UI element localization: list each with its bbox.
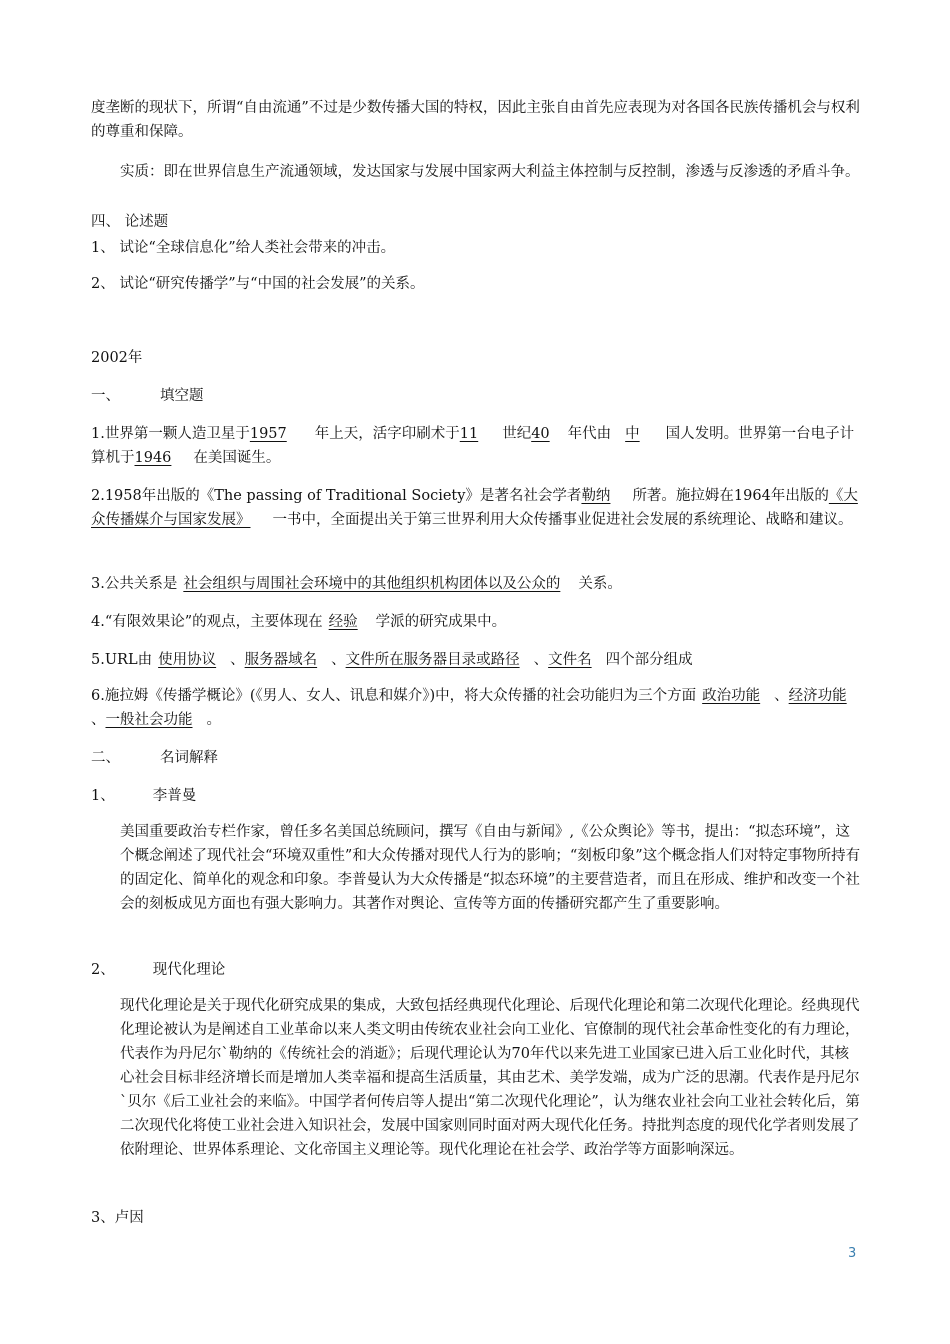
fill-blank-public-relations: 社会组织与周围社会环境中的其他组织机构团体以及公众的 — [183, 576, 561, 592]
fill-item-2-text-e: 一书中，全面提出关于第三世界利用大众传播事业促进社会发展的系统理论、战略和建议。 — [272, 512, 853, 528]
fill-item-1-text-i: 国人发明。世界第一台电子计算机于 — [91, 426, 855, 466]
fill-item-5-text-i: 四个部分组成 — [605, 652, 693, 668]
fill-blank-author: 勒纳 — [581, 488, 611, 504]
term-1-title: 李普曼 — [152, 788, 197, 804]
fill-item-2 — [91, 484, 863, 532]
fill-item-1-text-a: 1.世界第一颗人造卫星于 — [91, 426, 250, 442]
fill-item-5: 5.URL由 使用协议 、服务器域名 、文件所在服务器目录或路径 、文件名 四个部分组成 — [91, 652, 693, 668]
fill-blank-political: 政治功能 — [702, 688, 761, 704]
fill-item-1 — [91, 422, 863, 470]
fill-blank-protocol: 使用协议 — [158, 652, 217, 668]
term-1-number: 1、 — [91, 788, 115, 804]
fill-heading — [91, 384, 863, 408]
fill-heading-text: 填空题 — [160, 388, 204, 404]
fill-blank-century: 11 — [459, 426, 479, 442]
fill-blank-satellite-year: 1957 — [249, 426, 287, 442]
fill-item-3 — [91, 572, 863, 596]
fill-item-1-text-c: 年上天，活字印刷术于 — [314, 426, 460, 442]
fill-item-4-text-a: 4.“有限效果论”的观点，主要体现在 — [91, 614, 323, 630]
fill-blank-computer-year: 1946 — [134, 450, 172, 466]
term-2-number: 2、 — [91, 962, 115, 978]
fill-blank-country: 中 — [625, 426, 640, 442]
fill-blank-book-title: 《大众传播媒介与国家发展》 — [91, 488, 858, 528]
fill-item-4-text-c: 学派的研究成果中。 — [375, 614, 507, 630]
fill-heading-number: 一、 — [91, 388, 120, 404]
fill-item-6-text-a: 6.施拉姆《传播学概论》(《男人、女人、讯息和媒介》)中，将大众传播的社会功能归为三个方面 — [91, 688, 697, 704]
term-1-body: 美国重要政治专栏作家，曾任多名美国总统顾问，撰写《自由与新闻》,《公众舆论》等书，提出：“拟态环境”，这个概念阐述了现代社会“环境双重性”和大众传播对现代人行为的影响；“刻板印象”这个概念指人们对特定事物所持有的固定化、简单化的观念和印象。李普曼认为大众传播是“拟态环境”的主要营造者，而且在形成、维护和改变一个社会的刻板成见方面也有强大影响力。其著作对舆论、宣传等方面的传播研究都产生了重要影响。 — [120, 824, 861, 912]
page-number: 3 — [848, 1246, 857, 1261]
terms-heading-text: 名词解释 — [160, 750, 218, 766]
fill-item-3-text-c: 关系。 — [578, 576, 622, 592]
essay-question-1: 1、 试论“全球信息化”给人类社会带来的冲击。 — [91, 240, 396, 256]
fill-item-1-text-k: 在美国诞生。 — [193, 450, 281, 466]
fill-blank-economic: 经济功能 — [788, 688, 847, 704]
fill-item-2-text-a: 2.1958年出版的《The passing of Traditional Society》是著名社会学者 — [91, 488, 582, 504]
term-2-heading — [91, 958, 863, 982]
fill-item-1-text-e: 世纪 — [502, 426, 532, 442]
intro-paragraph: 度垄断的现状下，所谓“自由流通”不过是少数传播大国的特权，因此主张自由首先应表现为对各国各民族传播机会与权利的尊重和保障。 — [91, 100, 860, 140]
fill-item-3-text-a: 3.公共关系是 — [91, 576, 178, 592]
fill-blank-domain: 服务器域名 — [244, 652, 318, 668]
year-heading: 2002年 — [91, 350, 143, 366]
essay-question-2: 2、 试论“研究传播学”与“中国的社会发展”的关系。 — [91, 276, 425, 292]
term-2-body: 现代化理论是关于现代化研究成果的集成，大致包括经典现代化理论、后现代化理论和第二次现代化理论。经典现代化理论被认为是阐述自工业革命以来人类文明由传统农业社会向工业化、官僚制的现代社会革命性变化的有力理论，代表作为丹尼尔`勒纳的《传统社会的消逝》；后现代理论认为70年代以来先进工业国家已进入后工业化时代，其核心社会目标非经济增长而是增加人类幸福和提高生活质量，其由艺术、美学发端，成为广泛的思潮。代表作是丹尼尔`贝尔《后工业社会的来临》。中国学者何传启等人提出“第二次现代化理论”，认为继农业社会向工业社会转化后，第二次现代化将使工业社会进入知识社会，发展中国家则同时面对两大现代化任务。持批判态度的现代化学者则发展了依附理论、世界体系理论、文化帝国主义理论等。现代化理论在社会学、政治学等方面影响深远。 — [120, 998, 860, 1158]
essence-paragraph: 实质：即在世界信息生产流通领域，发达国家与发展中国家两大利益主体控制与反控制，渗透与反渗透的矛盾斗争。 — [120, 164, 860, 180]
term-3-heading: 3、卢因 — [91, 1210, 144, 1226]
fill-item-4 — [91, 610, 863, 634]
essay-heading: 四、 论述题 — [91, 214, 169, 230]
terms-heading — [91, 746, 863, 770]
term-2-title: 现代化理论 — [152, 962, 226, 978]
fill-blank-decade: 40 — [531, 426, 550, 442]
fill-item-6: 6.施拉姆《传播学概论》(《男人、女人、讯息和媒介》)中，将大众传播的社会功能归为三个方面 政治功能 、经济功能、一般社会功能 。 — [91, 688, 847, 728]
fill-item-5-text-a: 5.URL由 — [91, 652, 153, 668]
fill-item-1-text-g: 年代由 — [567, 426, 612, 442]
fill-blank-filename: 文件名 — [548, 652, 592, 668]
term-1-heading — [91, 784, 863, 808]
fill-blank-social: 一般社会功能 — [105, 712, 193, 728]
fill-item-2-text-c: 所著。施拉姆在1964年出版的 — [632, 488, 829, 504]
terms-heading-number: 二、 — [91, 750, 120, 766]
fill-blank-school: 经验 — [328, 614, 358, 630]
fill-blank-path: 文件所在服务器目录或路径 — [345, 652, 520, 668]
